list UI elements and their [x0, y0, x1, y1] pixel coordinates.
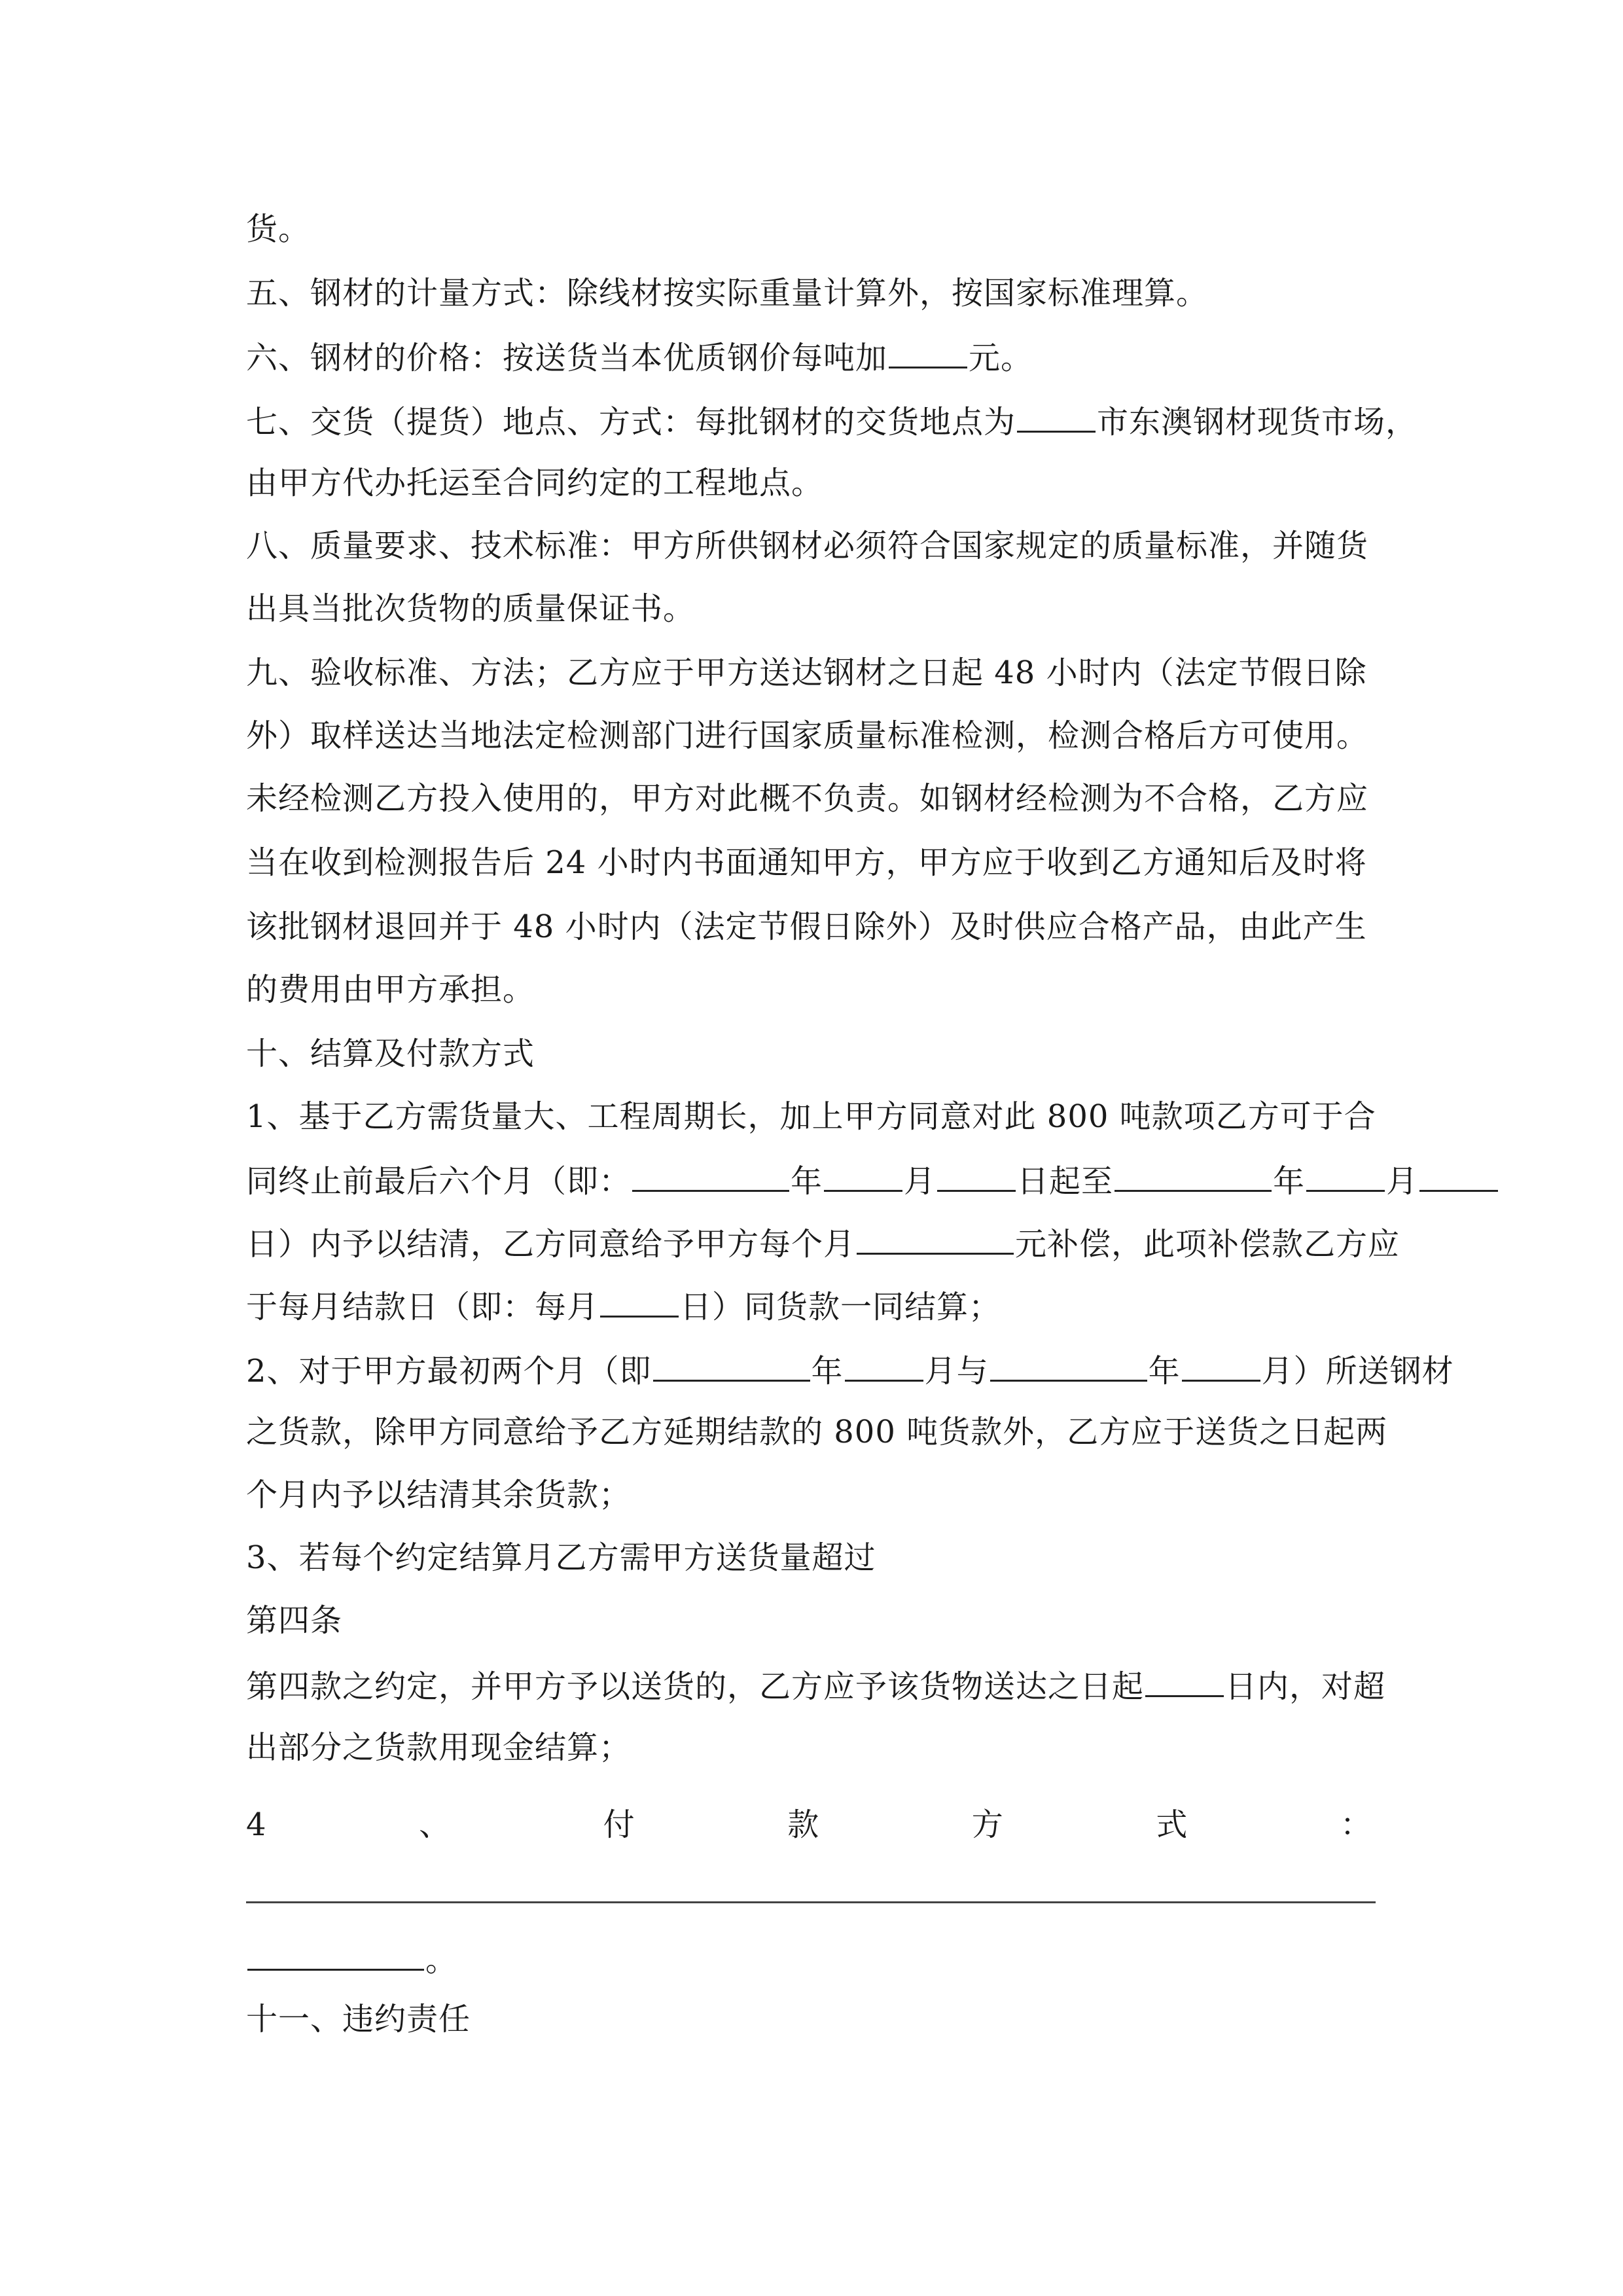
body-line: [246, 1285, 1404, 1325]
line-text: 十、结算及付款方式: [246, 1035, 535, 1072]
line-text: 月）所送钢材: [1261, 1353, 1454, 1390]
line-text: 月: [904, 1163, 936, 1200]
line-text: 的费用由甲方承担。: [246, 971, 535, 1008]
fill-in-blank: [824, 1160, 902, 1192]
payment-method-blank-rule: [246, 1901, 1376, 1903]
payment-method-tail: [246, 1939, 1404, 1978]
line-text: 出具当批次货物的质量保证书。: [246, 590, 696, 627]
payment-method-char: 、: [419, 1806, 451, 1843]
line-text: 2、对于甲方最初两个月（即: [246, 1353, 652, 1390]
line-text: 市东澳钢材现货市场，: [1097, 404, 1418, 440]
line-text: 之货款，除甲方同意给予乙方延期结款的 800 吨货款外，乙方应于送货之日起两: [246, 1414, 1388, 1450]
line-text: 元补偿，此项补偿款乙方应: [1015, 1226, 1400, 1263]
body-line: [246, 1665, 1404, 1704]
fill-in-blank: [1145, 1665, 1224, 1697]
payment-method-char: ：: [1340, 1806, 1372, 1843]
line-text: 月与: [924, 1353, 989, 1390]
body-line: [246, 1475, 1404, 1515]
fill-in-blank: [857, 1223, 1014, 1255]
payment-method-char: 式: [1156, 1806, 1188, 1843]
body-line: [246, 1097, 1404, 1136]
body-line: [246, 653, 1404, 692]
line-text: 当在收到检测报告后 24 小时内书面通知甲方，甲方应于收到乙方通知后及时将: [246, 844, 1367, 881]
body-line: [246, 1350, 1454, 1390]
payment-method-char: 4: [246, 1806, 266, 1843]
fill-in-blank: [937, 1160, 1016, 1192]
line-text: 日）同货款一同结算；: [680, 1289, 1001, 1325]
line-text: 年: [1148, 1353, 1181, 1390]
line-text: 九、验收标准、方法；乙方应于甲方送达钢材之日起 48 小时内（法定节假日除: [246, 655, 1367, 691]
payment-method-char: 款: [787, 1806, 819, 1843]
line-text: 八、质量要求、技术标准：甲方所供钢材必须符合国家规定的质量标准，并随货: [246, 528, 1369, 564]
line-text: 日）内予以结清，乙方同意给予甲方每个月: [246, 1226, 856, 1263]
body-line: [246, 970, 1404, 1009]
fill-in-blank: [990, 1350, 1147, 1382]
line-text: 外）取样送达当地法定检测部门进行国家质量标准检测，检测合格后方可使用。: [246, 717, 1369, 754]
fill-in-blank: [1017, 401, 1096, 433]
body-line: [246, 779, 1404, 818]
body-line: [246, 1160, 1419, 1200]
line-text: 出部分之货款用现金结算；: [246, 1729, 632, 1766]
body-line: [246, 1601, 1404, 1640]
line-text: 日起至: [1017, 1163, 1114, 1200]
line-text: 3、若每个约定结算月乙方需甲方送货量超过: [246, 1539, 876, 1576]
body-line: [246, 1412, 1404, 1452]
payment-method-tail-blank: [247, 1939, 424, 1971]
body-line: [246, 907, 1404, 946]
payment-method-char: 方: [971, 1806, 1003, 1843]
body-line: [246, 1728, 1404, 1767]
payment-method-char: 付: [603, 1806, 635, 1843]
body-line: [246, 209, 1404, 249]
line-text: 未经检测乙方投入使用的，甲方对此概不负责。如钢材经检测为不合格，乙方应: [246, 780, 1369, 817]
line-text: 第四款之约定，并甲方予以送货的，乙方应予该货物送达之日起: [246, 1668, 1145, 1705]
line-text: 六、钢材的价格：按送货当本优质钢价每吨加: [246, 340, 888, 376]
fill-in-blank: [1306, 1160, 1385, 1192]
line-text: 五、钢材的计量方式：除线材按实际重量计算外，按国家标准理算。: [246, 275, 1209, 312]
body-line: [246, 1538, 1404, 1577]
line-text: 由甲方代办托运至合同约定的工程地点。: [246, 465, 824, 501]
line-text: 个月内予以结清其余货款；: [246, 1477, 632, 1513]
payment-method-tail-end: 。: [425, 1942, 458, 1979]
line-text: 第四条: [246, 1602, 343, 1639]
line-text: 元。: [969, 340, 1033, 376]
body-line: [246, 463, 1404, 503]
fill-in-blank: [1182, 1350, 1260, 1382]
fill-in-blank: [653, 1350, 810, 1382]
line-text: 年: [811, 1353, 844, 1390]
line-text: 货。: [246, 211, 311, 247]
line-text: 该批钢材退回并于 48 小时内（法定节假日除外）及时供应合格产品，由此产生: [246, 908, 1367, 945]
body-line: [246, 716, 1404, 755]
line-text: 年: [1273, 1163, 1306, 1200]
body-line: [246, 274, 1404, 313]
line-text: 1、基于乙方需货量大、工程周期长，加上甲方同意对此 800 吨款项乙方可于合: [246, 1098, 1376, 1135]
body-line: [246, 336, 1404, 376]
line-text: 年: [791, 1163, 823, 1200]
line-text: 日内，对超: [1225, 1668, 1386, 1705]
body-line: [246, 1223, 1404, 1262]
section-eleven-heading: 十一、违约责任: [246, 2001, 471, 2037]
body-line: [246, 401, 1418, 440]
fill-in-blank: [1115, 1160, 1272, 1192]
line-text: 于每月结款日（即：每月: [246, 1289, 599, 1325]
body-line: [246, 1034, 1404, 1073]
line-text: 月: [1386, 1163, 1419, 1200]
line-text: 同终止前最后六个月（即：: [246, 1163, 632, 1200]
fill-in-blank: [632, 1160, 789, 1192]
payment-method-line: [246, 1805, 1372, 1844]
body-line: [246, 526, 1404, 565]
fill-in-blank: [1419, 1160, 1498, 1192]
fill-in-blank: [889, 336, 967, 368]
body-line: [246, 589, 1404, 628]
line-text: 七、交货（提货）地点、方式：每批钢材的交货地点为: [246, 404, 1016, 440]
body-line: [246, 843, 1404, 882]
fill-in-blank: [600, 1285, 679, 1318]
fill-in-blank: [845, 1350, 923, 1382]
